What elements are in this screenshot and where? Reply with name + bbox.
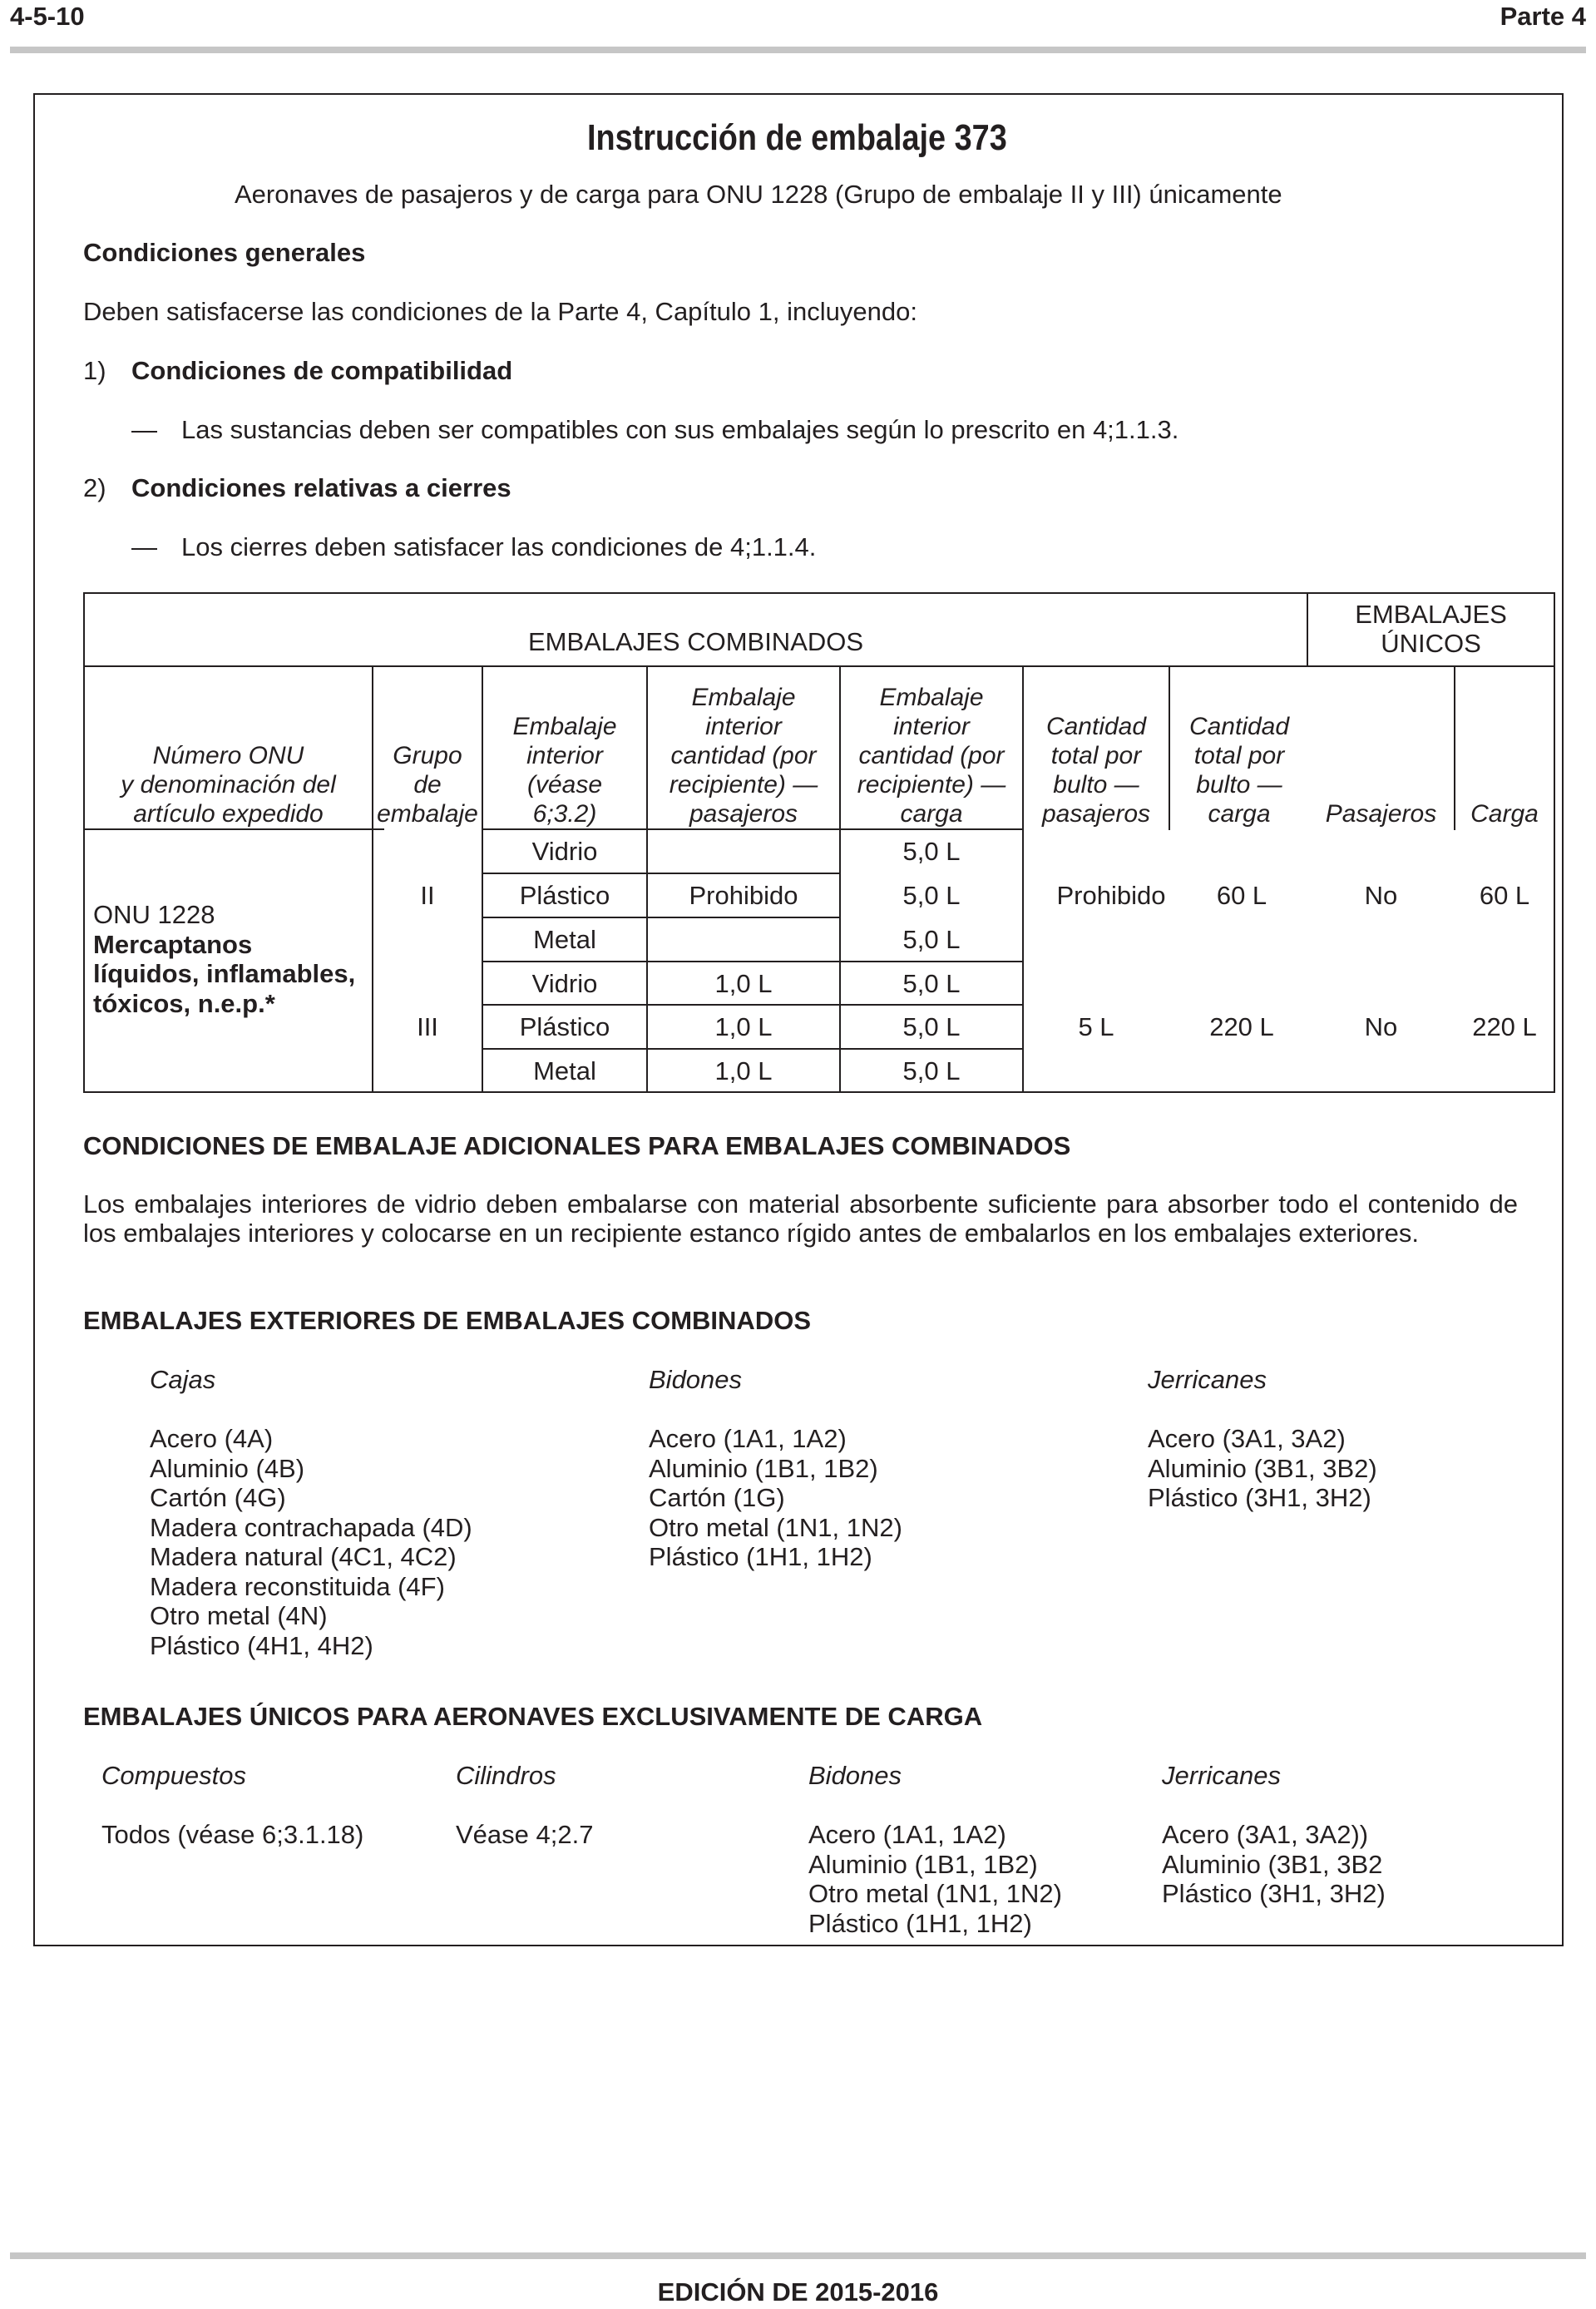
single-col-jerricanes xyxy=(1162,1761,1386,1909)
table-row: Vidrio xyxy=(531,968,598,998)
un-number: ONU 1228 xyxy=(93,900,215,929)
list-item: Aluminio (4B) xyxy=(150,1453,305,1483)
single-heading: EMBALAJES ÚNICOS xyxy=(1355,600,1507,658)
table-row: 5,0 L xyxy=(902,881,961,910)
table-row: Metal xyxy=(533,1056,596,1085)
list-item: Aluminio (3B1, 3B2 xyxy=(1162,1849,1383,1879)
single-col-bidones xyxy=(808,1761,1062,1938)
table-border-right xyxy=(1554,592,1555,1093)
list-item: Madera natural (4C1, 4C2) xyxy=(150,1542,457,1571)
header-total-pax: Cantidad total por bulto — pasajeros xyxy=(1041,713,1151,828)
single-col-title: Jerricanes xyxy=(1162,1761,1281,1790)
single-heading-text: EMBALAJES ÚNICOS PARA AERONAVES EXCLUSIVAMENTE DE CARGA xyxy=(83,1702,983,1731)
table-row: Plástico xyxy=(519,1012,610,1041)
single-col-title: Bidones xyxy=(808,1761,902,1790)
list-item: Plástico (4H1, 4H2) xyxy=(150,1630,373,1660)
list-item: Acero (3A1, 3A2) xyxy=(1148,1424,1346,1453)
group-ii-single-pax: No xyxy=(1364,881,1398,910)
header-inner-cargo: Embalaje interior cantidad (por recipiente) — carga xyxy=(857,684,1006,828)
list-item: Otro metal (1N1, 1N2) xyxy=(808,1879,1062,1908)
footer-edition: EDICIÓN DE 2015-2016 xyxy=(657,2277,939,2307)
table-row: 5,0 L xyxy=(902,925,961,954)
list-item: Otro metal (1N1, 1N2) xyxy=(649,1512,902,1542)
table-border-bottom xyxy=(83,1091,1555,1093)
un-name-line-3: tóxicos, n.e.p.* xyxy=(93,988,275,1018)
general-heading: Condiciones generales xyxy=(83,238,366,267)
list-item: Cartón (4G) xyxy=(150,1483,286,1512)
item-1-dash: — xyxy=(131,415,157,444)
page-number: 4-5-10 xyxy=(10,2,85,31)
instruction-subtitle: Aeronaves de pasajeros y de carga para ONU 1228 (Grupo de embalaje II y III) únicamente xyxy=(235,180,1282,209)
header-group: Grupo de embalaje xyxy=(377,742,478,828)
outer-col-cajas xyxy=(150,1365,472,1660)
group-iii-total-pax: 5 L xyxy=(1078,1012,1114,1041)
header-inner: Embalaje interior (véase 6;3.2) xyxy=(512,713,617,828)
list-item: Plástico (3H1, 3H2) xyxy=(1148,1483,1371,1512)
single-col-title: Compuestos xyxy=(101,1761,247,1790)
item-2-title: Condiciones relativas a cierres xyxy=(131,473,511,502)
list-item: Plástico (1H1, 1H2) xyxy=(808,1908,1032,1938)
table-row: 1,0 L xyxy=(714,1056,773,1085)
outer-col-title: Bidones xyxy=(649,1365,743,1394)
table-row: 5,0 L xyxy=(902,1012,961,1041)
group-ii-total-cargo: 60 L xyxy=(1216,881,1267,910)
outer-col-title: Jerricanes xyxy=(1148,1365,1267,1394)
table-row: Vidrio xyxy=(531,837,598,866)
header-passengers: Pasajeros xyxy=(1325,800,1437,828)
group-ii-inner-pax: Prohibido xyxy=(689,881,798,910)
outer-col-title: Cajas xyxy=(150,1365,216,1394)
group-iii-total-cargo: 220 L xyxy=(1209,1012,1274,1041)
footer-rule xyxy=(10,2252,1586,2259)
additional-heading: CONDICIONES DE EMBALAJE ADICIONALES PARA EMBALAJES COMBINADOS xyxy=(83,1131,1071,1160)
table-row: 5,0 L xyxy=(902,837,961,866)
item-1-text: Las sustancias deben ser compatibles con sus embalajes según lo prescrito en 4;1.1.3. xyxy=(181,415,1179,444)
list-item: Otro metal (4N) xyxy=(150,1601,328,1630)
additional-text: Los embalajes interiores de vidrio deben embalarse con material absorbente suficiente para absorber todo el contenido de los embalajes interiores y colocarse en un recipiente estanco rígido antes de embalarlos en los embalajes exteriores. xyxy=(83,1189,1518,1248)
instruction-title: Instrucción de embalaje 373 xyxy=(587,117,1007,158)
part-label: Parte 4 xyxy=(1500,2,1586,31)
combined-heading: EMBALAJES COMBINADOS xyxy=(527,626,864,656)
header-un: Número ONU y denominación del artículo expedido xyxy=(121,742,336,828)
table-row: 5,0 L xyxy=(902,1056,961,1085)
un-entry xyxy=(93,900,368,1018)
table-row: 1,0 L xyxy=(714,1012,773,1041)
list-item: Madera contrachapada (4D) xyxy=(150,1512,472,1542)
header-total-cargo: Cantidad total por bulto — carga xyxy=(1188,713,1290,828)
un-name-line-2: líquidos, inflamables, xyxy=(93,959,356,988)
list-item: Acero (1A1, 1A2) xyxy=(808,1820,1006,1849)
group-iii-label: III xyxy=(417,1012,438,1041)
list-item: Aluminio (3B1, 3B2) xyxy=(1148,1453,1377,1483)
single-col-compuestos xyxy=(101,1761,363,1850)
item-2-dash: — xyxy=(131,532,157,561)
table-row: 5,0 L xyxy=(902,968,961,998)
group-iii-single-cargo: 220 L xyxy=(1472,1012,1537,1041)
list-item: Aluminio (1B1, 1B2) xyxy=(808,1849,1038,1879)
table-row: 1,0 L xyxy=(714,968,773,998)
header-inner-pax: Embalaje interior cantidad (por recipiente) — pasajeros xyxy=(669,684,818,828)
list-item: Aluminio (1B1, 1B2) xyxy=(649,1453,878,1483)
table-row: Metal xyxy=(533,925,596,954)
list-item: Cartón (1G) xyxy=(649,1483,785,1512)
list-item: Plástico (1H1, 1H2) xyxy=(649,1542,872,1571)
group-ii-total-pax: Prohibido xyxy=(1056,881,1166,910)
item-1-number: 1) xyxy=(83,356,106,385)
header-rule xyxy=(10,47,1586,53)
header-cargo: Carga xyxy=(1470,800,1539,828)
list-item: Todos (véase 6;3.1.18) xyxy=(101,1820,364,1849)
list-item: Plástico (3H1, 3H2) xyxy=(1162,1879,1386,1908)
group-ii-label: II xyxy=(420,881,435,910)
list-item: Acero (3A1, 3A2)) xyxy=(1162,1820,1369,1849)
list-item: Acero (4A) xyxy=(150,1424,274,1453)
table-line-h2 xyxy=(83,828,384,830)
outer-col-bidones xyxy=(649,1365,902,1572)
item-2-number: 2) xyxy=(83,473,106,502)
list-item: Acero (1A1, 1A2) xyxy=(649,1424,847,1453)
item-1-title: Condiciones de compatibilidad xyxy=(131,356,513,385)
single-col-cilindros xyxy=(456,1761,593,1850)
item-2-text: Los cierres deben satisfacer las condiciones de 4;1.1.4. xyxy=(181,532,817,561)
un-name-line-1: Mercaptanos xyxy=(93,929,253,959)
list-item: Véase 4;2.7 xyxy=(456,1820,594,1849)
table-row: Plástico xyxy=(519,881,610,910)
single-col-title: Cilindros xyxy=(456,1761,556,1790)
list-item: Madera reconstituida (4F) xyxy=(150,1571,445,1601)
general-intro: Deben satisfacerse las condiciones de la Parte 4, Capítulo 1, incluyendo: xyxy=(83,297,917,326)
outer-heading: EMBALAJES EXTERIORES DE EMBALAJES COMBINADOS xyxy=(83,1306,811,1335)
outer-col-jerricanes xyxy=(1148,1365,1377,1513)
group-ii-single-cargo: 60 L xyxy=(1479,881,1530,910)
group-iii-single-pax: No xyxy=(1364,1012,1398,1041)
